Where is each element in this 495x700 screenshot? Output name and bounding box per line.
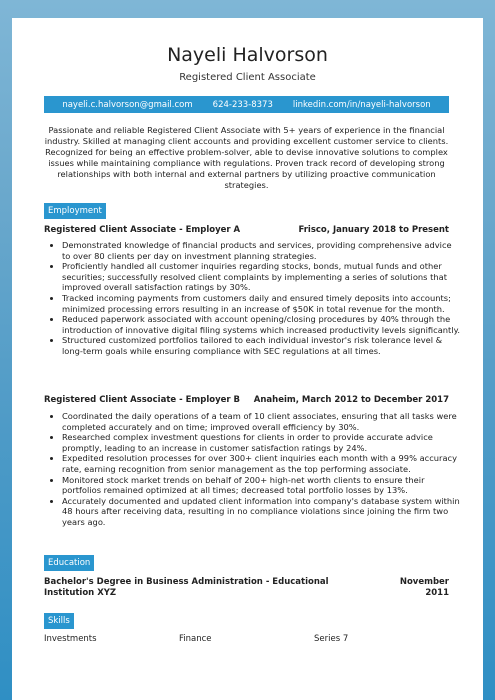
degree-title: Bachelor's Degree in Business Administration - Educational Institution XYZ [44, 577, 329, 598]
resume-page [12, 18, 483, 700]
job-header-b [44, 395, 449, 405]
list-item: • Coordinated the daily operations of a team of 10 client associates, ensuring that all tasks were completed accurately and on time; improved overall efficiency by 30%. [62, 411, 462, 432]
list-item: • Accurately documented and updated client information into company's database system within 48 hours after receiving data, resulting in no compliance violations since joining the firm two years ago. [62, 496, 462, 528]
linkedin-link[interactable]: linkedin.com/in/nayeli-halvorson [292, 99, 431, 110]
job-bullets-b [44, 411, 462, 528]
summary-paragraph: Passionate and reliable Registered Client Associate with 5+ years of experience in the financial industry. Skilled at managing client accounts and providing excellent customer service to clients. Recognized for being an effective problem-solver, able to devise innovative solutions to complex issues while maintaining compliance with regulations. Proven track record of developing strong relationships with both internal and external partners by utilizing proactive communication strategies. [44, 125, 449, 190]
list-item: • Proficiently handled all customer inquiries regarding stocks, bonds, mutual funds and other securities; successfully resolved client complaints by implementing a series of solutions that improved overall satisfaction ratings by 30%. [62, 261, 462, 293]
job-role: Registered Client Associate - Employer B [44, 395, 241, 405]
list-item: • Demonstrated knowledge of financial products and services, providing comprehensive advice to over 80 clients per day on investment planning strategies. [62, 240, 462, 261]
job-bullets-a [44, 240, 462, 357]
email-link[interactable]: nayeli.c.halvorson@gmail.com [62, 99, 193, 110]
list-item: • Monitored stock market trends on behalf of 200+ high-net worth clients to ensure their portfolios remained optimized at all times; decreased total portfolio losses by 13%. [62, 475, 462, 496]
section-heading-employment: Employment [44, 203, 106, 219]
skills-list [44, 634, 449, 644]
skill-item: Finance [179, 634, 212, 644]
list-item: • Expedited resolution processes for over 300+ client inquiries each month with a 99% accuracy rate, earning recognition from senior management as the top performing associate. [62, 453, 462, 474]
job-location-date: Frisco, January 2018 to Present [298, 225, 449, 235]
list-item: • Tracked incoming payments from customers daily and ensured timely deposits into accounts; minimized processing errors resulting in an increase of $50K in total revenue for the month. [62, 293, 462, 314]
list-item: • Structured customized portfolios tailored to each individual investor's risk tolerance level & long-term goals while ensuring compliance with SEC regulations at all times. [62, 335, 462, 356]
skill-item: Investments [44, 634, 97, 644]
degree-date: November 2011 [399, 577, 449, 598]
job-role: Registered Client Associate - Employer A [44, 225, 241, 235]
candidate-title: Registered Client Associate [179, 72, 316, 83]
list-item: • Researched complex investment questions for clients in order to provide accurate advice promptly, leading to an increase in customer satisfaction ratings by 24%. [62, 432, 462, 453]
job-header-a [44, 225, 449, 235]
education-entry [44, 577, 449, 599]
section-heading-education: Education [44, 555, 94, 571]
list-item: • Reduced paperwork associated with account opening/closing procedures by 40% through the introduction of innovative digital filing systems which increased productivity levels significantly. [62, 314, 462, 335]
candidate-name: Nayeli Halvorson [167, 44, 328, 66]
job-location-date: Anaheim, March 2012 to December 2017 [253, 395, 449, 405]
section-heading-skills: Skills [44, 613, 74, 629]
phone-text: 624-233-8373 [212, 99, 273, 110]
skill-item: Series 7 [314, 634, 349, 644]
contact-bar [44, 96, 449, 113]
